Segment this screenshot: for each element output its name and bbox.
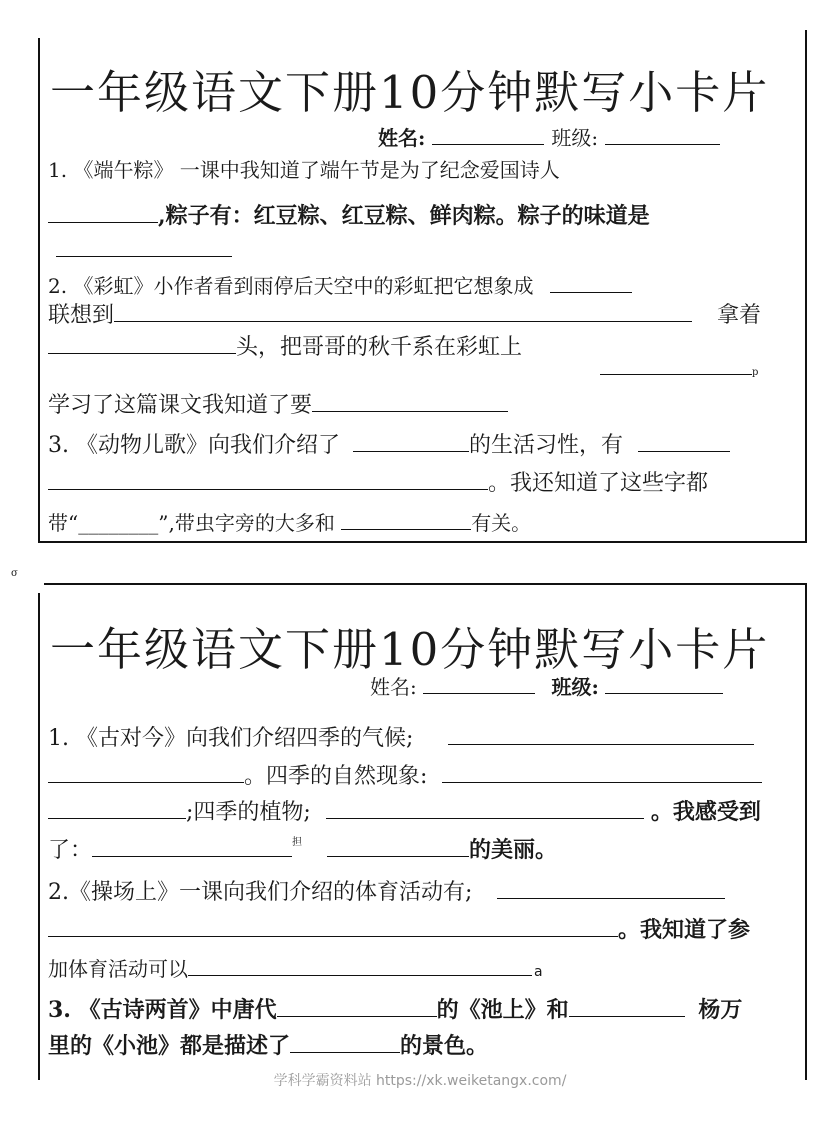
activities-blank-2[interactable] [48, 914, 618, 937]
q1-line2 [48, 759, 762, 790]
scenery-blank[interactable] [290, 1030, 400, 1053]
q3-lead-b: 的《池上》和 [436, 997, 569, 1023]
name-class-row [378, 122, 720, 151]
q1-line4-text-b: 的美丽。 [469, 837, 558, 863]
q3-line2-text-a: 里的《小池》都是描述了 [48, 1033, 291, 1059]
benefit-blank[interactable] [188, 953, 532, 976]
class-blank[interactable] [605, 122, 720, 145]
q2-lead-row [48, 270, 632, 299]
q1-line2-text: ,粽子有：红豆粽、红豆粽、鲜肉粽。粽子的味道是 [158, 203, 650, 229]
card-right-border [805, 30, 807, 543]
imagine-blank[interactable] [550, 270, 632, 293]
q2-line3-text: 加体育活动可以 [48, 957, 188, 981]
animal-blank[interactable] [353, 429, 469, 452]
q2-line2-text-b: 拿着 [717, 303, 762, 328]
q1-line3 [48, 795, 761, 826]
related-blank[interactable] [341, 507, 471, 530]
q2-line2 [48, 913, 750, 944]
q1-lead: 1. 《端午粽》 一课中我知道了端午节是为了纪念爱国诗人 [48, 158, 560, 182]
q1-line4-text-a: 了： [48, 838, 93, 863]
radical-blank[interactable]: ________ [78, 511, 159, 535]
card-title: 一年级语文下册10分钟默写小卡片 [50, 623, 770, 676]
beauty-blank[interactable] [327, 834, 469, 857]
q3-line3 [48, 507, 531, 536]
q3-line3-text-a: 带“ [48, 511, 79, 535]
name-blank[interactable] [432, 122, 544, 145]
q1-line3 [56, 234, 232, 263]
q3-line2-text: 。我还知道了这些字都 [488, 471, 709, 496]
card-left-border [38, 593, 40, 1080]
footer-watermark: 学科学霸资料站 https://xk.weiketangx.com/ [273, 1073, 567, 1089]
q2-line2-text: 。我知道了参 [618, 917, 751, 943]
q2-line4-text: 学习了这篇课文我知道了要 [48, 393, 313, 418]
q3-line2-text-b: 的景色。 [400, 1033, 489, 1059]
q2-line3-text: 头，把哥哥的秋千系在彩虹上 [236, 335, 523, 360]
q2-line3 [48, 330, 522, 361]
q1-line4 [48, 833, 557, 864]
q3-lead-a: 3. 《古诗两首》中唐代 [48, 997, 277, 1023]
name-label: 姓名: [378, 126, 426, 150]
separator-mark: σ [11, 568, 18, 579]
extra-blank[interactable] [600, 360, 752, 375]
q1-lead-row [48, 721, 754, 752]
nature-blank[interactable] [442, 760, 762, 783]
poet-blank[interactable] [277, 994, 437, 1017]
climate-blank[interactable] [448, 722, 754, 745]
q2-lead-row [48, 875, 725, 906]
nature-blank-2[interactable] [48, 796, 186, 819]
q3-lead-b: 的生活习性，有 [468, 433, 623, 458]
q3-lead-row [48, 993, 742, 1024]
q2-line3 [48, 953, 543, 982]
class-label: 班级: [551, 126, 599, 150]
stray-mark: a [534, 964, 543, 980]
poet-blank[interactable] [48, 200, 158, 223]
q1-lead: 1. 《古对今》向我们介绍四季的气候; [48, 726, 414, 751]
q3-lead: 3. 《动物儿歌》向我们介绍了 [48, 433, 340, 458]
q2-extra-line [600, 356, 758, 381]
q3-lead-c: 杨万 [698, 997, 743, 1023]
q1-line2 [48, 199, 650, 230]
holding-blank[interactable] [48, 331, 236, 354]
card-title: 一年级语文下册10分钟默写小卡片 [50, 66, 770, 119]
class-blank[interactable] [605, 671, 723, 694]
class-label: 班级: [551, 675, 599, 699]
stray-mark: 担 [292, 837, 303, 848]
q3-line2 [48, 466, 708, 497]
dictation-card-2 [38, 583, 807, 1080]
learned-blank[interactable] [312, 389, 508, 412]
stray-mark: p [752, 367, 759, 378]
dictation-card-1 [38, 30, 807, 543]
name-label: 姓名: [370, 675, 417, 699]
q3-line3-text-b: ”,带虫字旁的大多和 [158, 511, 335, 535]
name-blank[interactable] [423, 671, 535, 694]
q2-line2-text-a: 联想到 [48, 303, 115, 328]
plants-blank[interactable] [326, 796, 644, 819]
q3-lead-row [48, 428, 730, 459]
associate-blank[interactable] [114, 299, 692, 322]
poem-blank[interactable] [569, 994, 685, 1017]
habits-blank[interactable] [638, 429, 730, 452]
climate-blank-2[interactable] [48, 760, 244, 783]
q2-line4 [48, 388, 508, 419]
q3-line3-text-c: 有关。 [471, 511, 532, 535]
taste-blank[interactable] [56, 234, 232, 257]
q2-lead: 2. 《彩虹》小作者看到雨停后天空中的彩虹把它想象成 [48, 274, 534, 298]
q3-line2 [48, 1029, 488, 1060]
habits-blank-2[interactable] [48, 467, 488, 490]
q1-line3-text-b: 。我感受到 [650, 799, 761, 825]
q1-line3-text-a: ;四季的植物; [186, 800, 311, 825]
card-right-border [805, 583, 807, 1080]
feel-blank[interactable] [92, 834, 292, 857]
name-class-row [370, 671, 723, 700]
q1-line2-text: 。四季的自然现象: [244, 764, 428, 789]
card-left-border [38, 38, 40, 543]
card-bottom-border [38, 541, 807, 543]
q2-lead: 2.《操场上》一课向我们介绍的体育活动有; [48, 880, 473, 905]
activities-blank[interactable] [497, 876, 725, 899]
card-top-border [44, 583, 807, 585]
q2-line2 [48, 298, 761, 329]
